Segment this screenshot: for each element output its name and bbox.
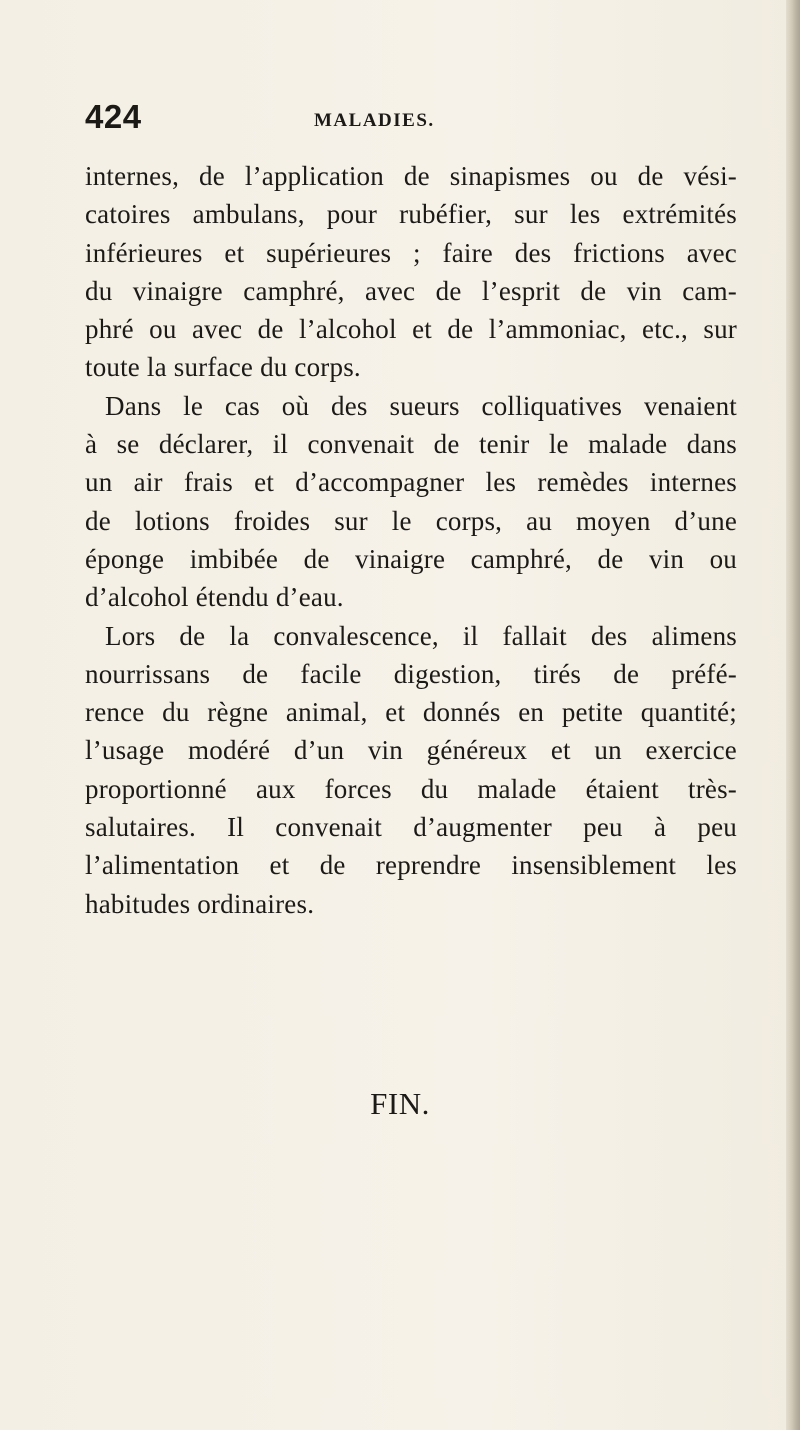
text-line: Lors de la convalescence, il fallait des alimens <box>105 620 737 651</box>
paragraph-2 <box>85 387 737 617</box>
text-line: inférieures et supérieures ; faire des frictions avec <box>85 237 737 268</box>
text-line: habitudes ordinaires. <box>85 888 315 919</box>
text-line: du vinaigre camphré, avec de l’esprit de vin cam- <box>85 275 737 306</box>
text-line: l’usage modéré d’un vin généreux et un exercice <box>85 735 737 766</box>
text-line: nourrissans de facile digestion, tirés de préfé- <box>85 658 737 689</box>
body-text <box>85 157 737 923</box>
paragraph-3 <box>85 617 737 923</box>
text-line: Dans le cas où des sueurs colliquatives venaient <box>105 390 737 421</box>
text-line: rence du règne animal, et donnés en petite quantité; <box>85 697 737 728</box>
page-number: 424 <box>85 98 142 135</box>
text-line: proportionné aux forces du malade étaient très- <box>85 773 737 804</box>
text-line: catoires ambulans, pour rubéfier, sur les extrémités <box>85 199 737 230</box>
paragraph-1 <box>85 157 737 387</box>
text-line: toute la surface du corps. <box>85 352 361 383</box>
running-head: MALADIES. <box>314 110 435 131</box>
closing-fin: FIN. <box>370 1086 430 1121</box>
text-line: internes, de l’application de sinapismes ou de vési- <box>85 161 737 191</box>
text-line: un air frais et d’accompagner les remèdes internes <box>85 467 737 498</box>
text-line: phré ou avec de l’alcohol et de l’ammoniac, etc., sur <box>85 314 737 345</box>
text-line: l’alimentation et de reprendre insensiblement les <box>85 850 737 881</box>
text-line: salutaires. Il convenait d’augmenter peu à peu <box>85 812 737 843</box>
text-line: d’alcohol étendu d’eau. <box>85 582 344 613</box>
page-header <box>85 96 705 146</box>
page-spine-shadow <box>786 0 800 1430</box>
text-line: à se déclarer, il convenait de tenir le malade dans <box>85 429 737 460</box>
text-line: de lotions froides sur le corps, au moyen d’une <box>85 505 737 536</box>
text-line: éponge imbibée de vinaigre camphré, de vin ou <box>85 543 737 574</box>
